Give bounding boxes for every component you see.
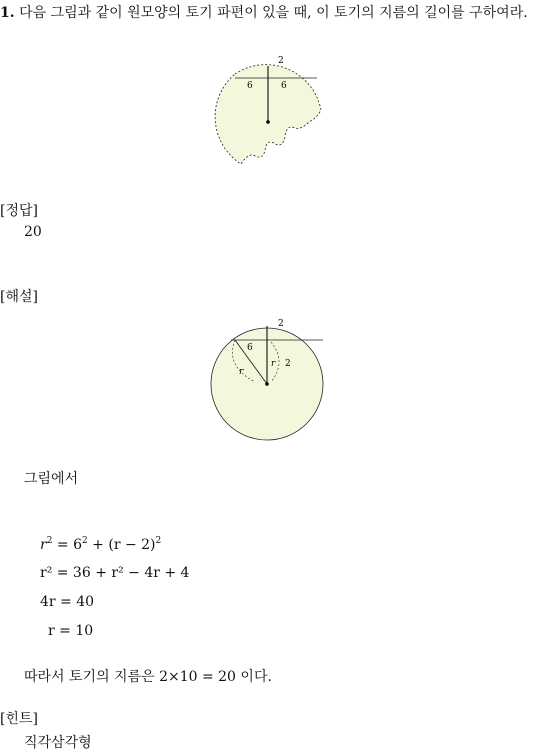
solution-circle-figure bbox=[205, 316, 335, 444]
label-right-6: 6 bbox=[281, 81, 287, 91]
equation-line-2: r² = 36 + r² − 4r + 4 bbox=[40, 565, 190, 581]
label-left-6: 6 bbox=[247, 81, 253, 91]
center-point bbox=[265, 382, 269, 386]
equation-line-3: 4r = 40 bbox=[40, 594, 95, 610]
label-two: 2 bbox=[285, 359, 291, 369]
equation-line-1: $r^2 = 6^2 + (r - 2)^2$ bbox=[40, 536, 162, 553]
center-point bbox=[266, 120, 270, 124]
solution-intro: 그림에서 bbox=[24, 471, 79, 487]
solution-header: [해설] bbox=[0, 289, 38, 305]
problem-number: 1. bbox=[0, 5, 15, 21]
solution-conclusion: 따라서 토기의 지름은 2×10 = 20 이다. bbox=[24, 669, 272, 685]
answer-value: 20 bbox=[24, 224, 42, 240]
problem-statement bbox=[0, 2, 530, 24]
label-r-hyp: r bbox=[239, 367, 244, 377]
answer-header: [정답] bbox=[0, 203, 38, 219]
hint-value: 직각삼각형 bbox=[24, 735, 92, 751]
label-six: 6 bbox=[247, 343, 253, 353]
problem-text: 다음 그림과 같이 원모양의 토기 파편이 있을 때, 이 토기의 지름의 길이를 구하여라. bbox=[19, 5, 528, 21]
label-top-2: 2 bbox=[278, 319, 284, 329]
equation-line-4: r = 10 bbox=[48, 623, 94, 639]
hint-header: [힌트] bbox=[0, 711, 38, 727]
label-r-vert: r bbox=[271, 359, 276, 369]
pottery-shard-figure bbox=[205, 52, 335, 174]
label-top-2: 2 bbox=[278, 56, 284, 66]
